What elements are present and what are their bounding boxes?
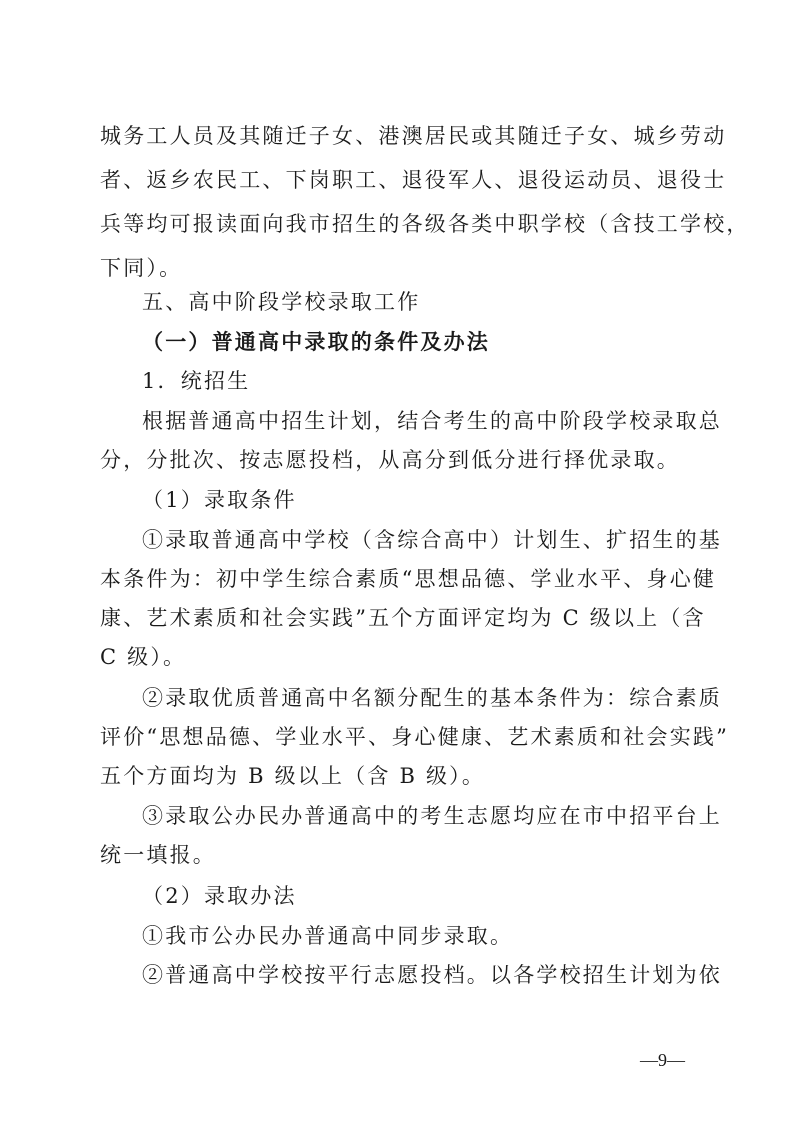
subsection-heading: （一）普通高中录取的条件及办法: [142, 329, 490, 354]
body-text-line: C 级）。: [100, 645, 187, 669]
body-text-line: ③录取公办民办普通高中的考生志愿均应在市中招平台上: [142, 804, 722, 828]
body-text-line: 根据普通高中招生计划，结合考生的高中阶段学校录取总: [142, 409, 722, 433]
body-text-line: 五个方面均为 B 级以上（含 B 级）。: [100, 764, 486, 788]
body-text-line: ①录取普通高中学校（含综合高中）计划生、扩招生的基: [142, 528, 722, 552]
body-text-line: 本条件为：初中学生综合素质“思想品德、学业水平、身心健: [100, 567, 717, 591]
body-text-line: ②录取优质普通高中名额分配生的基本条件为：综合素质: [142, 686, 722, 710]
body-text-line: 统一填报。: [100, 843, 216, 867]
item-heading: （2）录取办法: [142, 884, 297, 908]
numbered-heading: 1．统招生: [142, 369, 251, 393]
section-heading: 五、高中阶段学校录取工作: [142, 290, 421, 314]
body-text-line: 评价“思想品德、学业水平、身心健康、艺术素质和社会实践”: [100, 725, 730, 749]
body-text-line: 者、返乡农民工、下岗职工、退役军人、退役运动员、退役士: [100, 168, 727, 192]
body-text-line: ②普通高中学校按平行志愿投档。以各学校招生计划为依: [142, 963, 722, 987]
body-text-line: ①我市公办民办普通高中同步录取。: [142, 924, 514, 948]
body-text-line: 下同）。: [100, 256, 183, 280]
item-heading: （1）录取条件: [142, 488, 297, 512]
page-number: —9—: [640, 1050, 685, 1070]
body-text-line: 康、艺术素质和社会实践”五个方面评定均为 C 级以上（含: [100, 606, 706, 630]
body-text-line: 城务工人员及其随迁子女、港澳居民或其随迁子女、城乡劳动: [100, 124, 727, 148]
body-text-line: 分，分批次、按志愿投档，从高分到低分进行择优录取。: [100, 448, 680, 472]
body-text-line: 兵等均可报读面向我市招生的各级各类中职学校（含技工学校，: [100, 212, 750, 236]
